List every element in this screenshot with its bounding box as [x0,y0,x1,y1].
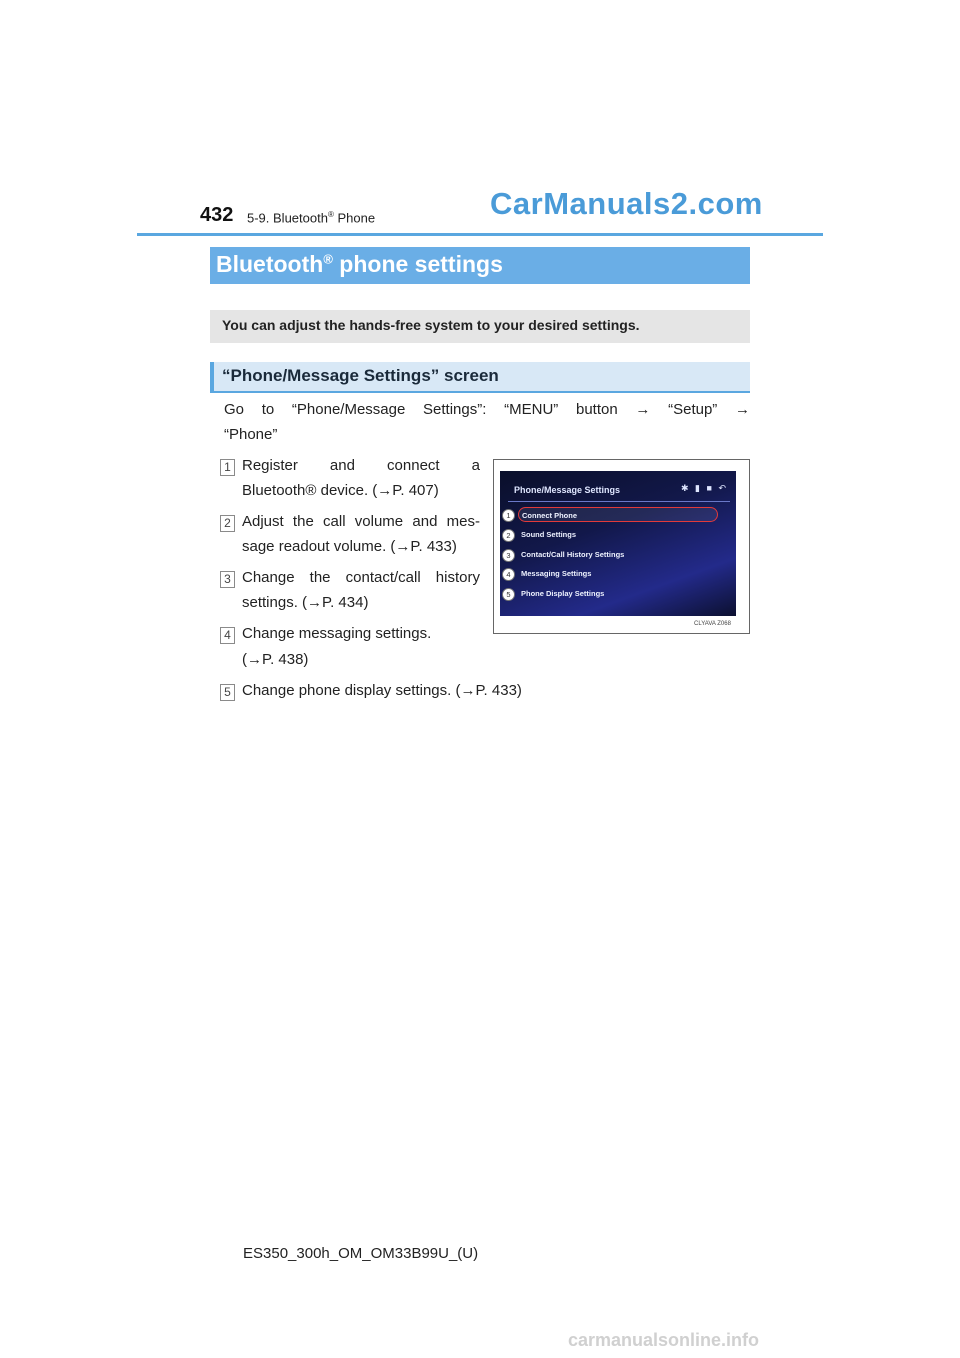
section-name: 5-9. Bluetooth [247,210,328,226]
item-number-3: 3 [220,571,235,588]
item-number-2: 2 [220,515,235,532]
intro-text: You can adjust the hands-free system to your desired settings. [222,317,640,333]
item-3-line-1: Change the contact/call history [242,569,480,586]
screen-callout-1: 1 [502,509,515,522]
menu-item-connect-phone[interactable]: Connect Phone [518,507,718,522]
title-suffix: phone settings [332,251,503,277]
menu-item-sound-settings[interactable]: Sound Settings [521,530,576,539]
phone-settings-screen [500,471,736,616]
page-number: 432 [200,204,234,226]
title-main: Bluetooth [216,251,324,277]
page-title [216,251,503,278]
item-2-line-2: sage readout volume. (→P. 433) [242,538,457,555]
item-number-4: 4 [220,627,235,644]
screen-status-icons: ✱ ▮ ■ ↶ [681,483,728,493]
nav-path-line-2: “Phone” [224,426,278,443]
item-number-1: 1 [220,459,235,476]
item-number-5: 5 [220,684,235,701]
watermark-logo: CarManuals2.com [490,186,763,221]
screen-divider [508,501,730,502]
screen-callout-4: 4 [502,568,515,581]
menu-item-phone-display-settings[interactable]: Phone Display Settings [521,589,605,598]
item-5-line-1: Change phone display settings. (→P. 433) [242,682,522,699]
screen-callout-5: 5 [502,588,515,601]
header-divider [137,233,823,236]
item-3-line-2: settings. (→P. 434) [242,594,369,611]
item-4-line-2: (→P. 438) [242,651,309,668]
screen-callout-3: 3 [502,549,515,562]
section-reg-mark: ® [327,210,334,219]
screen-callout-2: 2 [502,529,515,542]
item-4-line-1: Change messaging settings. [242,625,432,642]
section-suffix: Phone [333,210,376,226]
section-label [247,210,375,225]
item-1-line-2: Bluetooth® device. (→P. 407) [242,482,439,499]
figure-caption-code: CLYAVA Z068 [694,621,731,627]
footer-watermark: carmanualsonline.info [568,1330,760,1350]
item-1-line-1: Register and connect a [242,457,480,474]
title-reg-mark: ® [323,251,333,267]
screen-title: Phone/Message Settings [514,485,621,495]
subheading-underline [210,391,750,393]
subheading: “Phone/Message Settings” screen [222,366,499,385]
nav-path-line-1: Go to “Phone/Message Settings”: “MENU” button → “Setup” → [224,401,750,418]
menu-item-messaging-settings[interactable]: Messaging Settings [521,569,592,578]
menu-item-contact-call-history[interactable]: Contact/Call History Settings [521,550,625,559]
footer-document-code: ES350_300h_OM_OM33B99U_(U) [243,1245,479,1262]
item-2-line-1: Adjust the call volume and mes- [242,513,480,530]
